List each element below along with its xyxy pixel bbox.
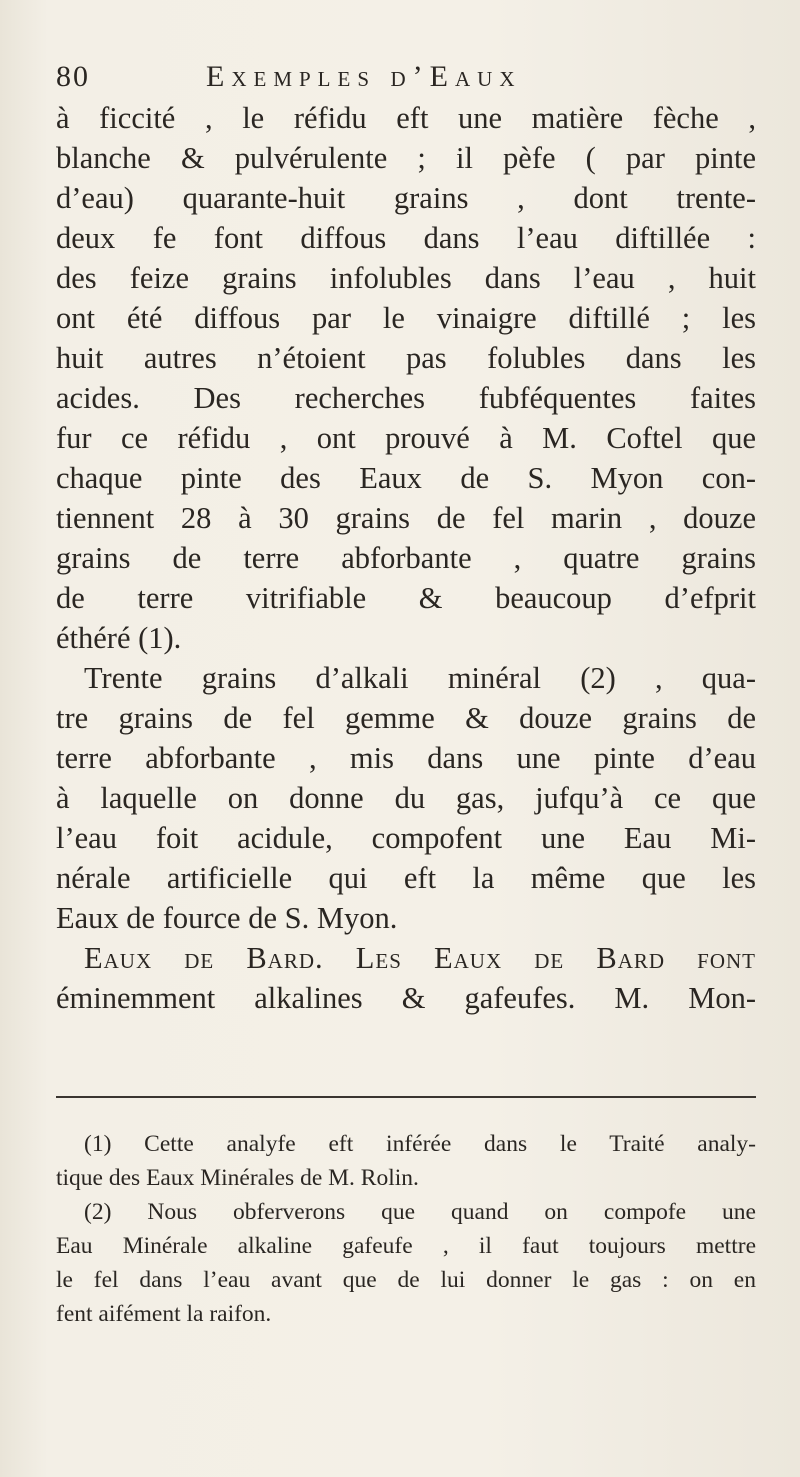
- section-heading-line: Eaux de Bard. Les Eaux de Bard font: [84, 941, 756, 975]
- text-line: de terre vitrifiable & beaucoup d’efprit: [56, 581, 756, 615]
- page-header: [56, 60, 756, 100]
- footnote-line: Eau Minérale alkaline gafeufe , il faut toujours mettre: [56, 1233, 756, 1259]
- footnote-divider: [56, 1096, 756, 1098]
- footnote-line: (2) Nous obferverons que quand on compofe une: [84, 1199, 756, 1225]
- text-line: grains de terre abforbante , quatre grains: [56, 541, 756, 575]
- text-line: l’eau foit acidule, compofent une Eau Mi-: [56, 821, 756, 855]
- text-line: huit autres n’étoient pas folubles dans les: [56, 341, 756, 375]
- body-text: [56, 98, 756, 1018]
- text-line: terre abforbante , mis dans une pinte d’eau: [56, 741, 756, 775]
- text-line: tre grains de fel gemme & douze grains de: [56, 701, 756, 735]
- text-line: acides. Des recherches fubféquentes faites: [56, 381, 756, 415]
- text-line: chaque pinte des Eaux de S. Myon con-: [56, 461, 756, 495]
- text-line: tiennent 28 à 30 grains de fel marin , douze: [56, 501, 756, 535]
- text-line: des feize grains infolubles dans l’eau , huit: [56, 261, 756, 295]
- text-line: nérale artificielle qui eft la même que les: [56, 861, 756, 895]
- text-line: Trente grains d’alkali minéral (2) , qua-: [84, 661, 756, 695]
- running-title: Exemples d’Eaux: [206, 60, 522, 93]
- footnote-line: tique des Eaux Minérales de M. Rolin.: [56, 1165, 419, 1191]
- page-number: 80: [56, 60, 90, 93]
- text-line: blanche & pulvérulente ; il pèfe ( par pinte: [56, 141, 756, 175]
- text-line: Eaux de fource de S. Myon.: [56, 901, 398, 935]
- text-line: éthéré (1).: [56, 621, 182, 655]
- text-line: deux fe font diffous dans l’eau diftillée :: [56, 221, 756, 255]
- text-line: à ficcité , le réfidu eft une matière fèche ,: [56, 101, 756, 135]
- text-line: éminemment alkalines & gafeufes. M. Mon-: [56, 981, 756, 1015]
- footnotes: [56, 1127, 756, 1331]
- text-line: d’eau) quarante-huit grains , dont trente-: [56, 181, 756, 215]
- footnote-line: fent aifément la raifon.: [56, 1301, 272, 1327]
- footnote-line: (1) Cette analyfe eft inférée dans le Traité analy-: [84, 1131, 756, 1157]
- text-line: ont été diffous par le vinaigre diftillé ; les: [56, 301, 756, 335]
- footnote-line: le fel dans l’eau avant que de lui donner le gas : on en: [56, 1267, 756, 1293]
- text-line: fur ce réfidu , ont prouvé à M. Coftel que: [56, 421, 756, 455]
- text-line: à laquelle on donne du gas, jufqu’à ce que: [56, 781, 756, 815]
